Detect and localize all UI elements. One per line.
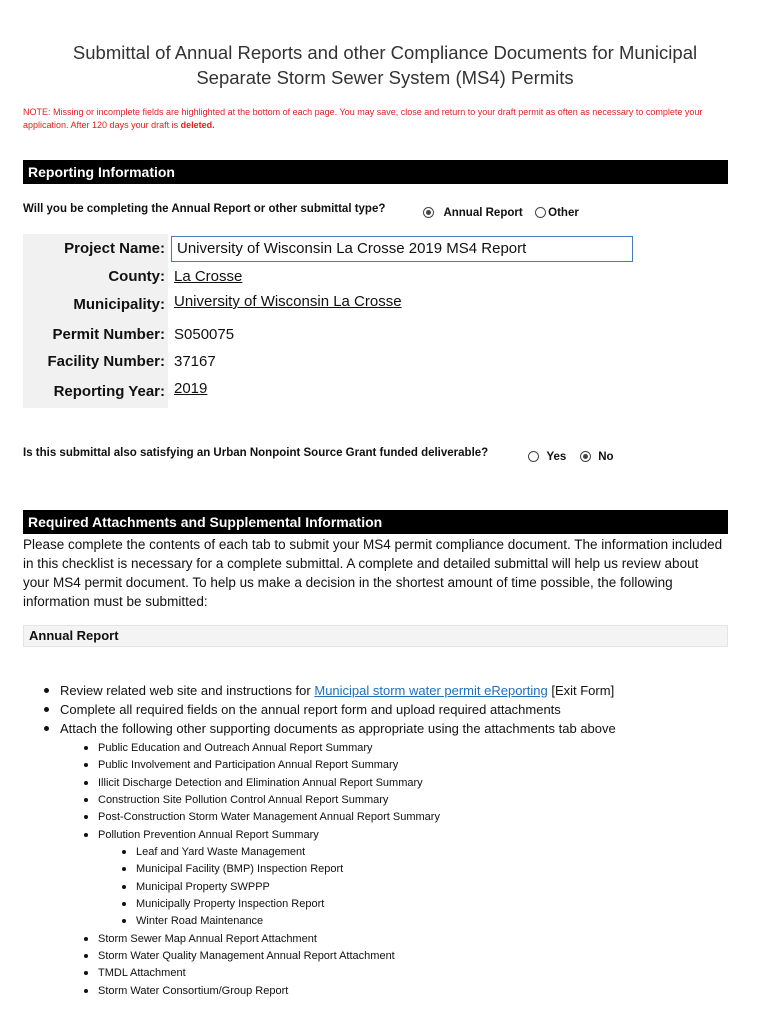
list-item: Municipal Facility (BMP) Inspection Report <box>122 861 744 878</box>
title-line-1: Submittal of Annual Reports and other Compliance Documents for Municipal <box>72 42 698 63</box>
reporting-year-label: Reporting Year: <box>53 383 165 400</box>
permit-number-value: S050075 <box>174 326 235 343</box>
reporting-year-value: 2019 <box>174 380 208 397</box>
annual-report-subheader: Annual Report <box>23 625 728 647</box>
section-header-reporting: Reporting Information <box>23 160 728 184</box>
supporting-docs-list <box>84 740 744 1000</box>
facility-number-value: 37167 <box>174 353 216 370</box>
radio-no[interactable] <box>580 451 591 462</box>
permit-number-label: Permit Number: <box>52 326 165 343</box>
note <box>23 106 748 132</box>
list-item: Attach the following other supporting documents as appropriate using the attachments tab above Public Education and Outreach Annual Report Summary Public Involvement and Participation Annual Report Summary Illicit Discharge Detection and Elimination Annual Report Summary Construction Site Pollution Control Annual Report Summary Post-Construction Storm Water Management Annual Report Summary Pollution Prevention Annual Report Summary Leaf and Yard Waste Management Municipal Facility (BMP) Inspection Report Municipal Property SWPPP Municipally Property Inspection Report Winter Road Maintenance Storm Sewer Map Annual Report Attachment Storm Water Quality Management Annual Report Attachment TMDL Attachment Storm Water Consortium/Group Report <box>44 719 744 1000</box>
radio-annual-report[interactable] <box>423 207 434 218</box>
labels-panel <box>23 234 168 408</box>
submittal-type-question: Will you be completing the Annual Report or other submittal type? <box>23 203 386 215</box>
title-line-2: Separate Storm Sewer System (MS4) Permits <box>196 67 574 88</box>
pollution-prevention-list <box>122 844 744 931</box>
list-item: Post-Construction Storm Water Management Annual Report Summary <box>84 809 744 826</box>
radio-no-label: No <box>598 451 614 463</box>
radio-other[interactable] <box>535 207 546 218</box>
requirements-list <box>44 681 744 1000</box>
ereporting-link[interactable]: Municipal storm water permit eReporting <box>314 683 548 698</box>
municipality-label: Municipality: <box>73 296 165 313</box>
facility-number-label: Facility Number: <box>47 353 165 370</box>
list-item: Storm Sewer Map Annual Report Attachment <box>84 931 744 948</box>
list-item: Winter Road Maintenance <box>122 913 744 930</box>
radio-yes[interactable] <box>528 451 539 462</box>
municipality-value: University of Wisconsin La Crosse <box>174 293 402 310</box>
list-item: Leaf and Yard Waste Management <box>122 844 744 861</box>
list-item: Municipal Property SWPPP <box>122 879 744 896</box>
list-item: Municipally Property Inspection Report <box>122 896 744 913</box>
page-title <box>30 40 740 90</box>
instructions-paragraph: Please complete the contents of each tab to submit your MS4 permit compliance document. The information included in this checklist is necessary for a complete submittal. A complete and detailed submittal will help us review about your MS4 permit document. To help us make a decision in the shortest amount of time possible, the following information must be submitted: <box>23 537 723 609</box>
county-value: La Crosse <box>174 268 243 285</box>
list-item: Pollution Prevention Annual Report Summary Leaf and Yard Waste Management Municipal Facility (BMP) Inspection Report Municipal Property SWPPP Municipally Property Inspection Report Winter Road Maintenance <box>84 827 744 931</box>
list-item: Public Education and Outreach Annual Report Summary <box>84 740 744 757</box>
radio-yes-label: Yes <box>546 451 567 463</box>
section-header-attachments: Required Attachments and Supplemental Information <box>23 510 728 534</box>
list-item: TMDL Attachment <box>84 965 744 982</box>
project-name-input[interactable]: University of Wisconsin La Crosse 2019 MS4 Report <box>171 236 633 262</box>
list-item: Construction Site Pollution Control Annual Report Summary <box>84 792 744 809</box>
list-item: Storm Water Quality Management Annual Report Attachment <box>84 948 744 965</box>
grant-question: Is this submittal also satisfying an Urban Nonpoint Source Grant funded deliverable? <box>23 447 489 459</box>
project-name-label: Project Name: <box>64 240 165 257</box>
note-bold: deleted. <box>180 120 215 130</box>
county-label: County: <box>108 268 165 285</box>
list-item: Public Involvement and Participation Annual Report Summary <box>84 757 744 774</box>
list-item: Complete all required fields on the annual report form and upload required attachments <box>44 700 744 719</box>
note-text: NOTE: Missing or incomplete fields are highlighted at the bottom of each page. You may save, close and return to your draft permit as often as necessary to complete your application. After 120 days your draft is <box>23 107 703 130</box>
list-item: Storm Water Consortium/Group Report <box>84 983 744 1000</box>
radio-annual-report-label: Annual Report <box>443 207 523 219</box>
list-item: Illicit Discharge Detection and Elimination Annual Report Summary <box>84 775 744 792</box>
list-item: Review related web site and instructions for Municipal storm water permit eReporting [Exit Form] <box>44 681 744 700</box>
radio-other-label: Other <box>548 207 579 219</box>
